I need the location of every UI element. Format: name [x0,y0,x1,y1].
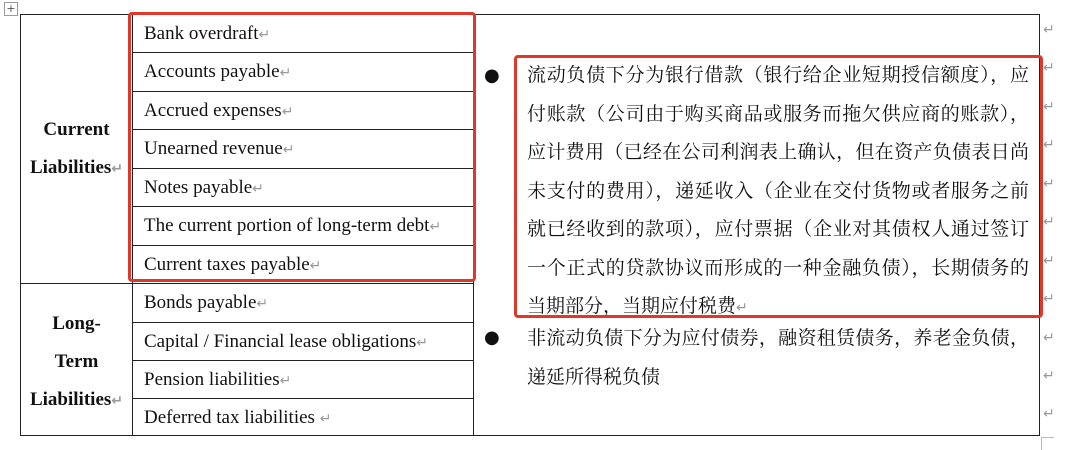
paragraph-mark: ↵ [281,104,294,120]
paragraph-mark: ↵ [1043,368,1055,384]
current-item: The current portion of long-term debt [144,215,430,236]
table-cell[interactable] [133,130,474,168]
paragraph-mark: ↵ [1043,176,1055,192]
current-item: Accounts payable [144,61,280,82]
long-term-item: Pension liabilities [144,369,280,390]
paragraph-mark: ↵ [279,65,292,81]
long-term-label-line2: Term [54,351,99,372]
paragraph-mark: ↵ [1043,330,1055,346]
paragraph-mark: ↵ [111,393,124,409]
long-term-note-text: 非流动负债下分为应付债券，融资租赁债务，养老金负债，递延所得税负债 [527,327,1029,388]
paragraph-mark: ↵ [736,300,748,316]
long-term-liabilities-note[interactable] [527,319,1029,396]
paragraph-mark: ↵ [1043,137,1055,153]
table-cell[interactable] [133,169,474,207]
paragraph-mark: ↵ [1043,99,1055,115]
bullet-icon: ● [484,327,500,348]
paragraph-mark: ↵ [416,335,429,351]
table-move-handle-icon[interactable]: + [4,2,18,16]
table-cell[interactable] [133,207,474,245]
current-label-line1: Current [43,119,110,140]
long-term-label-line3: Liabilities [29,389,112,410]
current-note-text: 流动负债下分为银行借款（银行给企业短期授信额度），应付账款（公司由于购买商品或服务而拖欠供应商的账款），应计费用（已经在公司利润表上确认，但在资产负债表日尚未支付的费用），递延收入（企业在交付货物或者服务之前就已经收到的款项），应付票据（企业对其债权人通过签订一个正式的贷款协议而形成的一种金融负债），长期债务的当期部分，当期应付税费 [527,64,1029,317]
paragraph-mark: ↵ [282,142,295,158]
current-item: Notes payable [144,177,253,198]
paragraph-mark: ↵ [258,27,271,43]
paragraph-mark: ↵ [309,258,322,274]
table-cell[interactable] [133,15,474,53]
long-term-liabilities-label [21,305,132,420]
table-resize-handle-icon[interactable] [1041,437,1054,450]
table-cell[interactable] [133,399,474,437]
paragraph-mark: ↵ [279,373,292,389]
paragraph-mark: ↵ [1043,406,1055,422]
paragraph-mark: ↵ [1043,291,1055,307]
paragraph-mark: ↵ [319,411,332,427]
long-term-item: Deferred tax liabilities [144,407,315,428]
table-cell[interactable] [133,53,474,91]
current-label-line2: Liabilities [29,157,112,178]
current-liabilities-label [21,111,132,188]
current-item: Current taxes payable [144,254,310,275]
table-cell[interactable] [133,92,474,130]
paragraph-mark: ↵ [256,296,269,312]
paragraph-mark: ↵ [1043,22,1055,38]
current-item: Bank overdraft [144,23,259,44]
table-cell[interactable] [133,284,474,322]
table-cell[interactable] [133,246,474,284]
paragraph-mark: ↵ [1043,214,1055,230]
current-item: Accrued expenses [144,100,282,121]
long-term-label-line1: Long- [52,313,101,334]
paragraph-mark: ↵ [1043,60,1055,76]
paragraph-mark: ↵ [252,181,264,197]
long-term-item: Capital / Financial lease obligations [144,331,417,352]
paragraph-mark: ↵ [1043,253,1055,269]
table-cell[interactable] [133,361,474,399]
long-term-item: Bonds payable [144,292,257,313]
paragraph-mark: ↵ [429,219,442,235]
table-cell[interactable] [133,323,474,361]
liabilities-table [20,14,1040,436]
paragraph-mark: ↵ [111,161,124,177]
current-liabilities-note[interactable] [527,56,1029,317]
current-item: Unearned revenue [144,138,283,159]
bullet-icon: ● [484,65,500,86]
